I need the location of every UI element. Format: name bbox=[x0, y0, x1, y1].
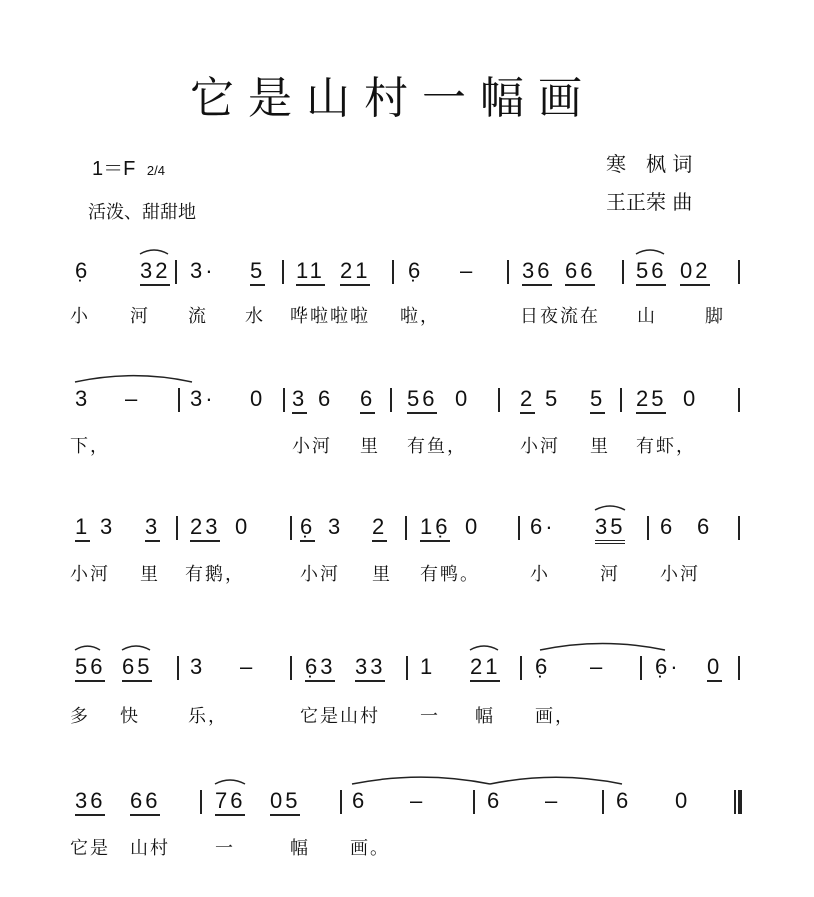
lyric: 小河 bbox=[660, 564, 700, 585]
note-group: 6 bbox=[360, 386, 375, 414]
slur-arc bbox=[352, 777, 490, 784]
note-group: 23 bbox=[190, 514, 220, 542]
lyric: 小 bbox=[70, 306, 90, 327]
slur-arc bbox=[636, 250, 664, 254]
bar-line bbox=[176, 516, 178, 540]
note-group: 6 bbox=[318, 386, 334, 411]
lyric: 一 bbox=[215, 838, 235, 859]
lyric: 小河 bbox=[70, 564, 110, 585]
note-group: 66 bbox=[130, 788, 160, 816]
note-group: 6 bbox=[487, 788, 503, 813]
bar-line bbox=[520, 656, 522, 680]
note-group: 6̣3 bbox=[305, 654, 335, 682]
note-group: – bbox=[125, 386, 141, 411]
bar-line bbox=[406, 656, 408, 680]
note-group: – bbox=[590, 654, 606, 679]
slur-arc bbox=[75, 646, 100, 650]
bar-line bbox=[200, 790, 202, 814]
note-group: 21 bbox=[340, 258, 370, 286]
lyric: 画。 bbox=[350, 838, 390, 859]
bar-line bbox=[647, 516, 649, 540]
bar-line bbox=[283, 388, 285, 412]
bar-line bbox=[290, 656, 292, 680]
note-group: 02 bbox=[680, 258, 710, 286]
bar-line bbox=[507, 260, 509, 284]
note-group: 1 bbox=[420, 654, 436, 679]
lyric: 一 bbox=[420, 706, 440, 727]
slur-arc bbox=[75, 376, 192, 382]
note-group: 0 bbox=[250, 386, 266, 411]
lyric: 小河 bbox=[300, 564, 340, 585]
lyric: 有鸭。 bbox=[420, 564, 480, 585]
lyric: 山村 bbox=[130, 838, 170, 859]
slur-arc bbox=[215, 780, 245, 784]
key: 1＝F bbox=[92, 158, 136, 180]
lyric: 快 bbox=[120, 706, 140, 727]
bar-line bbox=[498, 388, 500, 412]
lyric: 它是山村 bbox=[300, 706, 380, 727]
note-group: 3 bbox=[145, 514, 160, 542]
lyric: 里 bbox=[590, 436, 610, 457]
bar-line bbox=[622, 260, 624, 284]
lyric: 里 bbox=[360, 436, 380, 457]
note-group: 65 bbox=[122, 654, 152, 682]
lyric: 有鱼， bbox=[407, 436, 467, 457]
slur-arc bbox=[595, 506, 625, 510]
bar-line bbox=[738, 388, 740, 412]
time-signature: 2/4 bbox=[146, 163, 165, 178]
note-group: – bbox=[460, 258, 476, 283]
lyric: 里 bbox=[372, 564, 392, 585]
lyric: 有鹅， bbox=[185, 564, 245, 585]
bar-line bbox=[290, 516, 292, 540]
note-group: 35 bbox=[595, 514, 625, 544]
slur-arc bbox=[490, 777, 622, 784]
note-group: 05 bbox=[270, 788, 300, 816]
lyric: 幅 bbox=[475, 706, 495, 727]
slur-arc bbox=[122, 646, 150, 650]
tempo-marking: 活泼、甜甜地 bbox=[88, 202, 196, 223]
note-group: 6 bbox=[697, 514, 713, 539]
lyric: 啦， bbox=[400, 306, 440, 327]
note-group: 0 bbox=[455, 386, 471, 411]
note-group: 33 bbox=[355, 654, 385, 682]
bar-line bbox=[518, 516, 520, 540]
note-group: 3 bbox=[292, 386, 307, 414]
lyric: 画， bbox=[535, 706, 575, 727]
note-group: 56 bbox=[407, 386, 437, 414]
note-group: 6̣ bbox=[75, 258, 91, 283]
note-group: 3 bbox=[100, 514, 116, 539]
lyric: 它是 bbox=[70, 838, 110, 859]
note-group: 3 bbox=[328, 514, 344, 539]
note-group: 6 bbox=[660, 514, 676, 539]
bar-line bbox=[177, 656, 179, 680]
note-group: 0 bbox=[707, 654, 722, 682]
bar-line bbox=[738, 656, 740, 680]
note-group: 76 bbox=[215, 788, 245, 816]
bar-line bbox=[340, 790, 342, 814]
lyric: 里 bbox=[140, 564, 160, 585]
lyric: 乐， bbox=[188, 706, 228, 727]
note-group: 0 bbox=[675, 788, 691, 813]
note-group: 0 bbox=[465, 514, 481, 539]
note-group: 3 bbox=[190, 654, 206, 679]
note-group: 6 bbox=[616, 788, 632, 813]
lyric: 幅 bbox=[290, 838, 310, 859]
bar-line bbox=[640, 656, 642, 680]
note-group: 0 bbox=[683, 386, 699, 411]
lyric: 小河 bbox=[520, 436, 560, 457]
composer-credit: 王正荣 曲 bbox=[606, 190, 693, 214]
lyric: 小河 bbox=[292, 436, 332, 457]
note-group: 5 bbox=[545, 386, 561, 411]
bar-line bbox=[473, 790, 475, 814]
note-group: 6̣· bbox=[655, 654, 681, 679]
note-group: 66 bbox=[565, 258, 595, 286]
bar-line bbox=[405, 516, 407, 540]
note-group: 2 bbox=[520, 386, 535, 414]
lyricist-credit: 寒 枫 词 bbox=[606, 152, 693, 176]
bar-line bbox=[175, 260, 177, 284]
lyric: 河 bbox=[130, 306, 150, 327]
bar-line bbox=[390, 388, 392, 412]
note-group: 3· bbox=[190, 386, 216, 411]
note-group: 1 bbox=[75, 514, 90, 542]
lyric: 有虾， bbox=[636, 436, 696, 457]
note-group: 6̣ bbox=[408, 258, 424, 283]
note-group: 6̣ bbox=[300, 514, 315, 542]
note-group: 6 bbox=[352, 788, 368, 813]
bar-line bbox=[738, 260, 740, 284]
note-group: 56 bbox=[75, 654, 105, 682]
note-group: 16̣ bbox=[420, 514, 450, 542]
bar-line bbox=[282, 260, 284, 284]
bar-line bbox=[620, 388, 622, 412]
lyric: 多 bbox=[70, 706, 90, 727]
note-group: – bbox=[240, 654, 256, 679]
note-group: 3 bbox=[75, 386, 91, 411]
note-group: 21 bbox=[470, 654, 500, 682]
lyric: 下， bbox=[70, 436, 110, 457]
note-group: 5 bbox=[590, 386, 605, 414]
lyric: 水 bbox=[245, 306, 265, 327]
note-group: 32 bbox=[140, 258, 170, 286]
note-group: – bbox=[410, 788, 426, 813]
lyric: 哗啦啦啦 bbox=[290, 306, 370, 327]
slur-arc bbox=[140, 250, 168, 254]
note-group: 6̣ bbox=[535, 654, 551, 679]
song-title: 它是山村一幅画 bbox=[190, 73, 596, 124]
note-group: – bbox=[545, 788, 561, 813]
lyric: 脚 bbox=[705, 306, 725, 327]
lyric: 河 bbox=[600, 564, 620, 585]
lyric: 日夜流在 bbox=[520, 306, 600, 327]
note-group: 36 bbox=[522, 258, 552, 286]
note-group: 56 bbox=[636, 258, 666, 286]
lyric: 山 bbox=[637, 306, 657, 327]
note-group: 5 bbox=[250, 258, 265, 286]
lyric: 流 bbox=[188, 306, 208, 327]
final-bar-line bbox=[738, 790, 742, 814]
bar-line bbox=[178, 388, 180, 412]
note-group: 25 bbox=[636, 386, 666, 414]
bar-line bbox=[392, 260, 394, 284]
slur-arc bbox=[540, 643, 665, 650]
note-group: 6· bbox=[530, 514, 556, 539]
note-group: 2 bbox=[372, 514, 387, 542]
note-group: 11 bbox=[296, 258, 325, 286]
note-group: 0 bbox=[235, 514, 251, 539]
final-bar-line bbox=[734, 790, 736, 814]
slur-arc bbox=[470, 646, 498, 650]
bar-line bbox=[738, 516, 740, 540]
lyric: 小 bbox=[530, 564, 550, 585]
note-group: 36 bbox=[75, 788, 105, 816]
bar-line bbox=[602, 790, 604, 814]
note-group: 3· bbox=[190, 258, 216, 283]
